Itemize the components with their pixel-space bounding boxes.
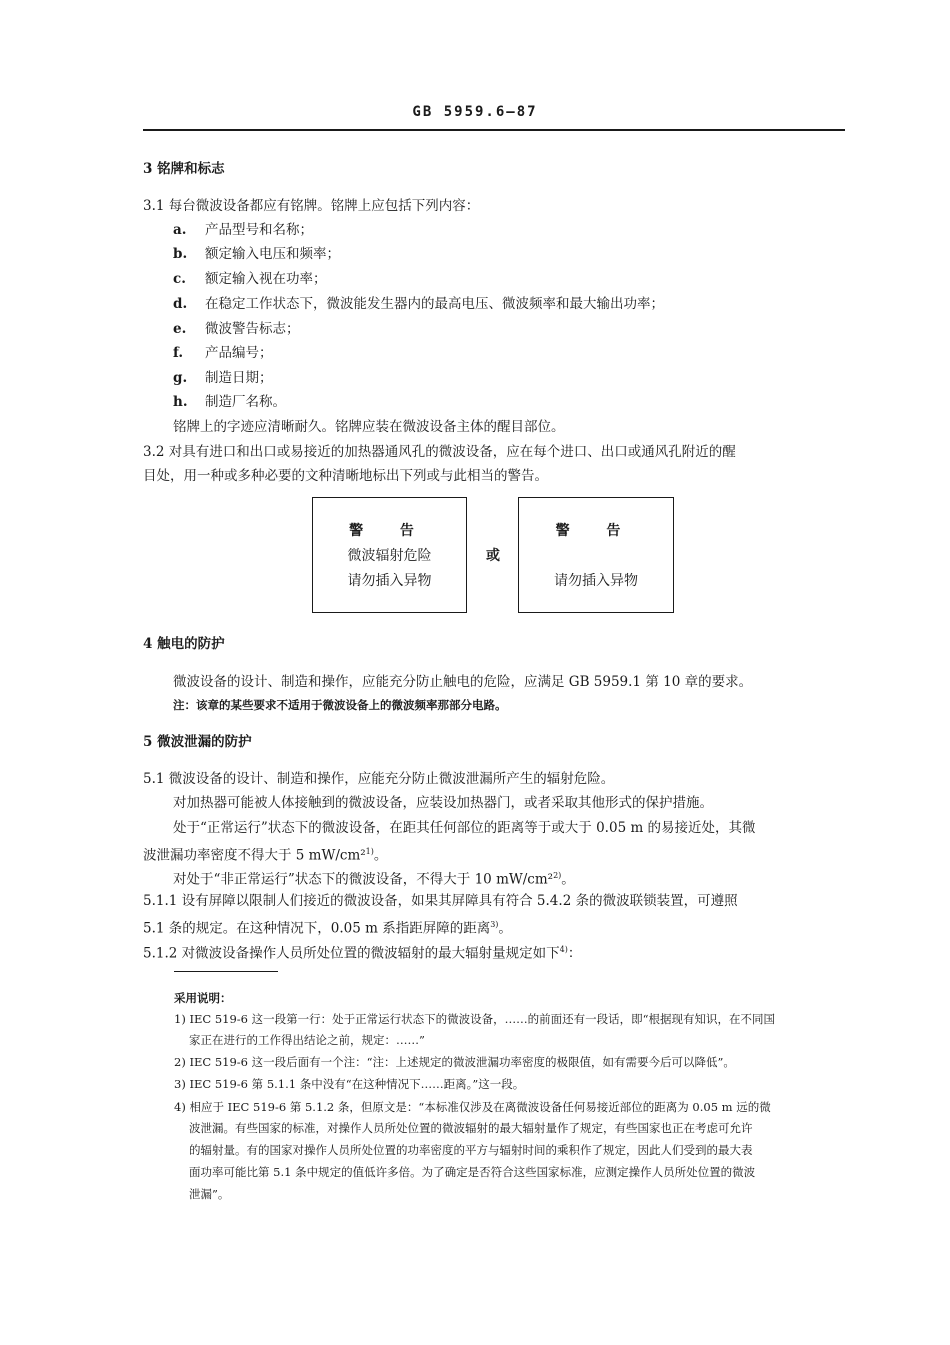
warning-line: 微波辐射危险 [347,548,432,564]
header-rule [143,129,845,131]
list-item: d. 在稳定工作状态下，微波能发生器内的最高电压、微波频率和最大输出功率； [173,296,664,312]
clause-5-1: 5.1 微波设备的设计、制造和操作，应能充分防止微波泄漏所产生的辐射危险。 [143,771,615,787]
section-5-title: 5 微波泄漏的防护 [143,734,252,750]
clause-5-1-2: 5.1.2 对微波设备操作人员所处位置的微波辐射的最大辐射量规定如下$^{4)}$： [143,945,582,962]
list-item: g. 制造日期； [173,370,273,386]
footnote-4-line5: 泄漏”。 [189,1187,230,1201]
footnote-1-line1: 1) IEC 519-6 这一段第一行：处于正常运行状态下的微波设备，……的前面还有一段话，即“根据现有知识，在不同国 [174,1012,776,1026]
clause-5-1-para3-line2: 波泄漏功率密度不得大于 5 mW/cm²$^{1)}$。 [143,847,388,864]
clause-5-1-1-line1: 5.1.1 设有屏障以限制人们接近的微波设备，如果其屏障具有符合 5.4.2 条的微波联锁装置，可遵照 [143,893,738,909]
footnote-1-line2: 家正在进行的工作得出结论之前，规定：……” [189,1033,425,1047]
clause-5-1-para4: 对处于“非正常运行”状态下的微波设备，不得大于 10 mW/cm²$^{2)}$。 [173,871,575,888]
footnote-heading: 采用说明： [174,991,232,1005]
warning-title: 警 告 [349,523,430,539]
warning-label-box-2 [518,497,674,613]
page-header: GB 5959.6—87 [412,104,538,120]
footnote-4-line3: 的辐射量。有的国家对操作人员所处位置的功率密度的平方与辐射时间的乘积作了规定，因此人们受到的最大表 [189,1143,753,1157]
footnote-4-line4: 面功率可能比第 5.1 条中规定的值低许多倍。为了确定是否符合这些国家标准，应测定操作人员所处位置的微波 [189,1165,756,1179]
footnote-3: 3) IEC 519-6 第 5.1.1 条中没有“在这种情况下……距离。”这一段。 [174,1077,525,1091]
section-4-note: 注：该章的某些要求不适用于微波设备上的微波频率那部分电路。 [173,698,507,712]
section-4-text: 微波设备的设计、制造和操作，应能充分防止触电的危险，应满足 GB 5959.1 第 10 章的要求。 [173,674,753,690]
clause-5-1-para2: 对加热器可能被人体接触到的微波设备，应装设加热器门，或者采取其他形式的保护措施。 [173,795,713,811]
list-item: c. 额定输入视在功率； [173,271,327,287]
list-item: f. 产品编号； [173,345,273,361]
nameplate-durability-text: 铭牌上的字迹应清晰耐久。铭牌应装在微波设备主体的醒目部位。 [173,419,565,435]
clause-3-2-line2: 目处，用一种或多种必要的文种清晰地标出下列或与此相当的警告。 [143,468,548,484]
list-item: b. 额定输入电压和频率； [173,246,340,262]
footnote-4-line1: 4) 相应于 IEC 519-6 第 5.1.2 条，但原文是：“本标准仅涉及在离微波设备任何易接近部位的距离为 0.05 m 远的微 [174,1100,771,1114]
list-item: a. 产品型号和名称； [173,222,313,238]
clause-3-1: 3.1 每台微波设备都应有铭牌。铭牌上应包括下列内容： [143,198,480,214]
warning-label-box-1 [312,497,467,613]
list-item: h. 制造厂名称。 [173,394,286,410]
clause-5-1-1-line2: 5.1 条的规定。在这种情况下，0.05 m 系指距屏障的距离$^{3)}$。 [143,920,512,937]
warning-title: 警 告 [555,523,637,539]
footnote-2: 2) IEC 519-6 这一段后面有一个注：“注：上述规定的微波泄漏功率密度的极限值，如有需要今后可以降低”。 [174,1055,735,1069]
or-separator: 或 [486,548,500,564]
footnote-rule [174,971,278,972]
list-item: e. 微波警告标志； [173,321,300,337]
clause-5-1-para3-line1: 处于“正常运行”状态下的微波设备，在距其任何部位的距离等于或大于 0.05 m 的易接近处，其微 [173,820,756,836]
section-3-title: 3 铭牌和标志 [143,161,225,177]
warning-line: 请勿插入异物 [347,573,432,589]
footnote-4-line2: 波泄漏。有些国家的标准，对操作人员所处位置的微波辐射的最大辐射量作了规定，有些国家也正在考虑可允许 [189,1121,753,1135]
clause-3-2-line1: 3.2 对具有进口和出口或易接近的加热器通风孔的微波设备，应在每个进口、出口或通风孔附近的醒 [143,444,736,460]
warning-line: 请勿插入异物 [554,573,638,589]
section-4-title: 4 触电的防护 [143,636,225,652]
